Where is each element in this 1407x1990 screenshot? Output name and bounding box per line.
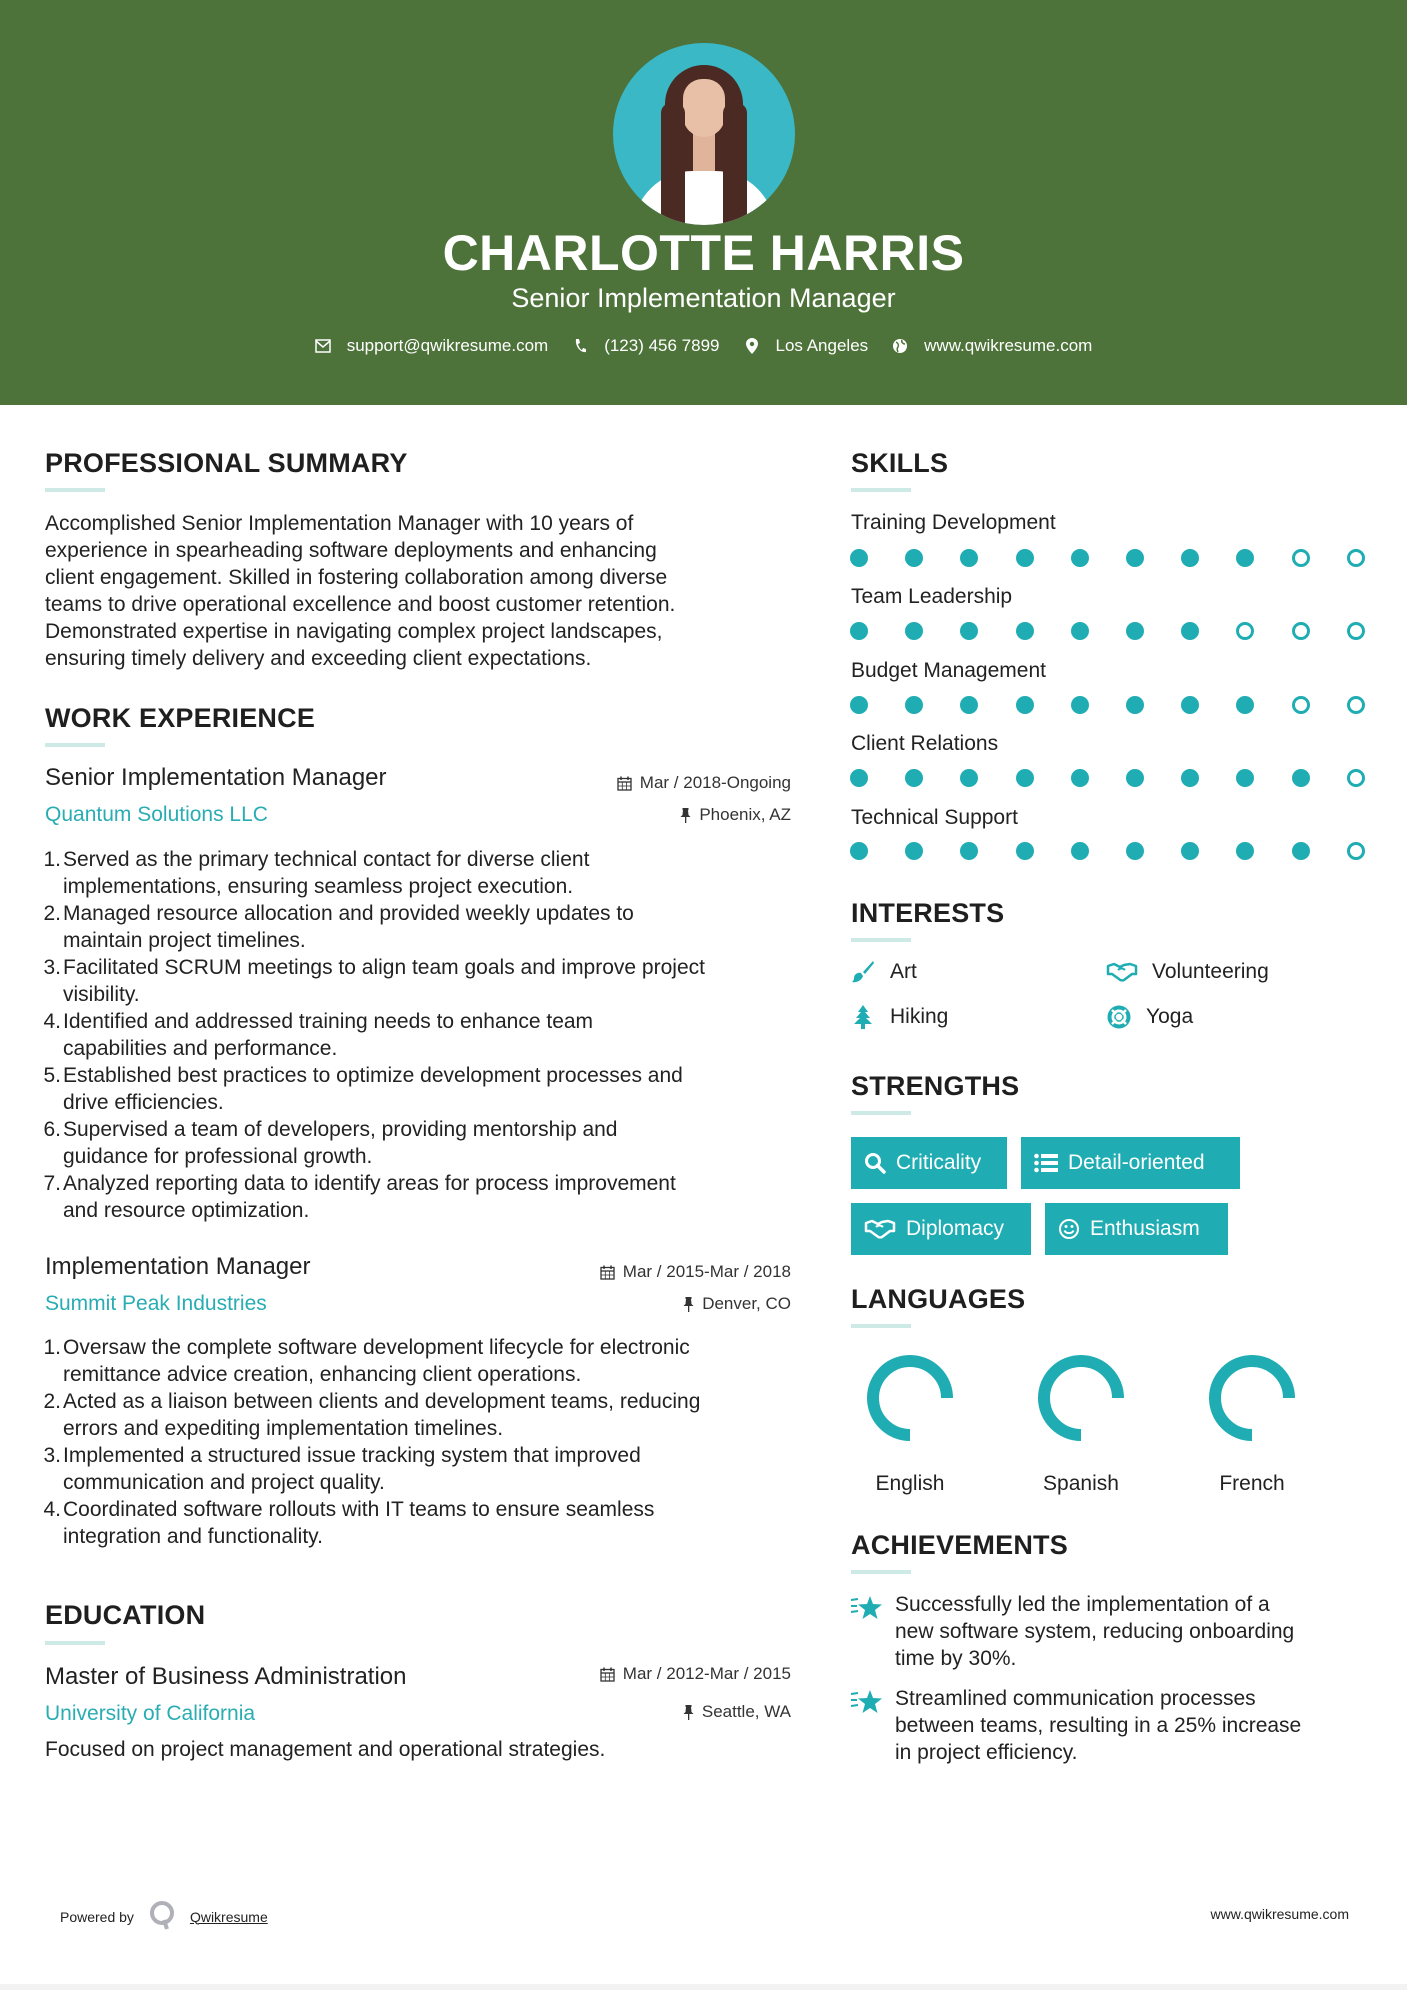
resume-header [0,0,1407,405]
skill-dot [1016,549,1034,567]
skill-rating [850,622,1365,642]
skill-dot [1236,549,1254,567]
phone-icon [572,338,588,354]
skill-rating [850,842,1365,862]
skill-dot [1071,696,1089,714]
map-marker-icon [744,338,760,354]
qwikresume-link[interactable]: Qwikresume [189,1908,268,1925]
skill-dot [1181,622,1199,640]
skill-dot [960,769,978,787]
skill-dot [850,769,868,787]
envelope-icon [315,338,331,354]
skill-dot [1071,622,1089,640]
skill-dot [1071,549,1089,567]
smile-icon [1058,1218,1080,1240]
skill-dot [1236,622,1254,640]
interests-heading: INTERESTS [851,898,1005,928]
strengths-heading: STRENGTHS [851,1071,1020,1101]
candidate-name: CHARLOTTE HARRIS [442,225,965,281]
skill-name: Team Leadership [851,585,1013,608]
contact-website-text: www.qwikresume.com [924,336,1093,355]
skill-name: Budget Management [851,659,1046,682]
job-dates: Mar / 2015-Mar / 2018 [600,1262,791,1282]
list-item: 4. Coordinated software rollouts with IT teams to ensure seamless integration and functionality. [43,1498,655,1548]
list-item: 3. Implemented a structured issue tracking system that improved communication and project quality. [43,1444,641,1494]
handshake-icon [864,1218,896,1240]
skill-rating [850,696,1365,716]
strength-chip-diplomacy: Diplomacy [851,1203,1031,1255]
interest-art: Art [850,959,917,985]
language-english: English [850,1352,970,1496]
contact-email-text: support@qwikresume.com [346,336,549,355]
contact-email[interactable] [315,336,549,356]
achievement-item: Streamlined communication processes between teams, resulting in a 25% increase in project efficiency. [850,1685,1370,1766]
skill-name: Technical Support [851,806,1018,829]
skill-dot [1292,622,1310,640]
skill-dot [850,696,868,714]
section-underline [851,1324,911,1328]
list-item: 2. Managed resource allocation and provided weekly updates to maintain project timelines. [43,902,634,952]
skill-dot [1071,769,1089,787]
paintbrush-icon [850,959,876,985]
job-bullets [45,1334,805,1550]
skill-dot [905,622,923,640]
life-ring-icon [1106,1004,1132,1030]
skill-dot [1126,622,1144,640]
globe-icon [892,338,908,354]
skill-dot [1126,842,1144,860]
shooting-star-icon [850,1685,895,1766]
job-location: Phoenix, AZ [680,805,791,825]
list-item: 4. Identified and addressed training needs to enhance team capabilities and performance. [43,1010,594,1060]
skill-dot [1016,696,1034,714]
skill-dot [1071,842,1089,860]
skill-dot [1126,696,1144,714]
achievement-item: Successfully led the implementation of a new software system, reducing onboarding time by 30%. [850,1591,1370,1672]
footer-powered-by [60,1900,268,1933]
pushpin-icon [683,1297,694,1312]
search-icon [864,1152,886,1174]
summary-text: Accomplished Senior Implementation Manager with 10 years of experience in spearheading software deployments and enhancing client engagement. Skilled in fostering collaboration among diverse teams to drive operational excellence and boost customer retention. Demonstrated expertise in navigating complex project landscapes, ensuring timely delivery and exceeding client expectations. [45,512,676,670]
candidate-title: Senior Implementation Manager [511,283,896,313]
skill-dot [1347,696,1365,714]
list-icon [1034,1153,1058,1173]
skill-dot [1347,622,1365,640]
skill-dot [850,549,868,567]
job-bullets [45,846,805,1224]
job-title: Implementation Manager [45,1253,311,1280]
job-dates: Mar / 2018-Ongoing [617,773,791,793]
section-underline [851,488,911,492]
list-item: 7. Analyzed reporting data to identify areas for process improvement and resource optimization. [43,1172,676,1222]
skill-dot [1292,696,1310,714]
pushpin-icon [683,1705,694,1720]
proficiency-ring [864,1352,956,1444]
strength-chip-enthusiasm: Enthusiasm [1045,1203,1228,1255]
contact-phone[interactable] [572,336,719,356]
education-heading: EDUCATION [45,1600,206,1630]
list-item: 5. Established best practices to optimize development processes and drive efficiencies. [43,1064,683,1114]
skill-rating [850,549,1365,569]
skill-dot [850,842,868,860]
powered-by-label: Powered by [60,1908,134,1925]
language-spanish: Spanish [1021,1352,1141,1496]
skill-dot [850,622,868,640]
contact-website[interactable] [892,336,1092,356]
skill-name: Client Relations [851,732,999,755]
profile-photo [613,43,795,225]
section-underline [45,1641,105,1645]
section-underline [45,488,105,492]
skill-dot [905,842,923,860]
skill-name: Training Development [851,511,1056,534]
interest-yoga: Yoga [1106,1004,1193,1030]
skill-dot [960,842,978,860]
proficiency-ring [1035,1352,1127,1444]
calendar-icon [600,1667,615,1682]
contact-phone-text: (123) 456 7899 [604,336,720,355]
qwikresume-logo-icon [148,1900,176,1933]
section-underline [851,1111,911,1115]
pushpin-icon [680,808,691,823]
skill-dot [1347,842,1365,860]
handshake-icon [1106,959,1138,985]
strength-chip-detail-oriented: Detail-oriented [1021,1137,1240,1189]
skill-dot [1181,549,1199,567]
list-item: 1. Oversaw the complete software development lifecycle for electronic remittance advice creation, enhancing client operations. [43,1336,690,1386]
job-title: Senior Implementation Manager [45,764,387,791]
education-dates: Mar / 2012-Mar / 2015 [600,1664,791,1684]
summary-heading: PROFESSIONAL SUMMARY [45,448,408,478]
skill-dot [1126,549,1144,567]
section-underline [851,938,911,942]
skill-dot [1016,622,1034,640]
school-name: University of California [45,1702,256,1725]
skill-dot [960,549,978,567]
skill-dot [1181,769,1199,787]
skills-heading: SKILLS [851,448,949,478]
list-item: 2. Acted as a liaison between clients and development teams, reducing errors and expediting implementation timelines. [43,1390,701,1440]
skill-dot [1236,769,1254,787]
section-underline [851,1570,911,1574]
contact-location-text: Los Angeles [775,336,869,355]
calendar-icon [617,776,632,791]
company-name: Quantum Solutions LLC [45,803,268,826]
skill-dot [1292,769,1310,787]
contact-location [744,336,869,356]
skill-dot [1292,549,1310,567]
experience-heading: WORK EXPERIENCE [45,703,316,733]
skill-dot [960,622,978,640]
skill-rating [850,769,1365,789]
skill-dot [960,696,978,714]
interest-hiking: Hiking [850,1004,948,1030]
tree-icon [850,1004,876,1030]
skill-dot [1236,696,1254,714]
page-bottom-edge [0,1984,1407,1990]
skill-dot [905,549,923,567]
skill-dot [1236,842,1254,860]
degree-title: Master of Business Administration [45,1663,407,1690]
contact-bar [0,336,1407,356]
education-location: Seattle, WA [683,1702,791,1722]
shooting-star-icon [850,1591,895,1672]
skill-dot [905,769,923,787]
section-underline [45,743,105,747]
language-french: French [1192,1352,1312,1496]
skill-dot [1292,842,1310,860]
company-name: Summit Peak Industries [45,1292,267,1315]
calendar-icon [600,1265,615,1280]
list-item: 3. Facilitated SCRUM meetings to align team goals and improve project visibility. [43,956,705,1006]
list-item: 6. Supervised a team of developers, providing mentorship and guidance for professional growth. [43,1118,618,1168]
list-item: 1. Served as the primary technical contact for diverse client implementations, ensuring seamless project execution. [43,848,590,898]
proficiency-ring [1206,1352,1298,1444]
skill-dot [1016,769,1034,787]
languages-heading: LANGUAGES [851,1284,1026,1314]
skill-dot [905,696,923,714]
strength-chip-criticality: Criticality [851,1137,1007,1189]
job-location: Denver, CO [683,1294,791,1314]
skill-dot [1347,549,1365,567]
skill-dot [1181,696,1199,714]
achievements-heading: ACHIEVEMENTS [851,1530,1068,1560]
skill-dot [1181,842,1199,860]
interest-volunteering: Volunteering [1106,959,1269,985]
skill-dot [1126,769,1144,787]
skill-dot [1016,842,1034,860]
footer-website[interactable]: www.qwikresume.com [1210,1906,1349,1922]
skill-dot [1347,769,1365,787]
education-description: Focused on project management and operational strategies. [45,1738,606,1761]
